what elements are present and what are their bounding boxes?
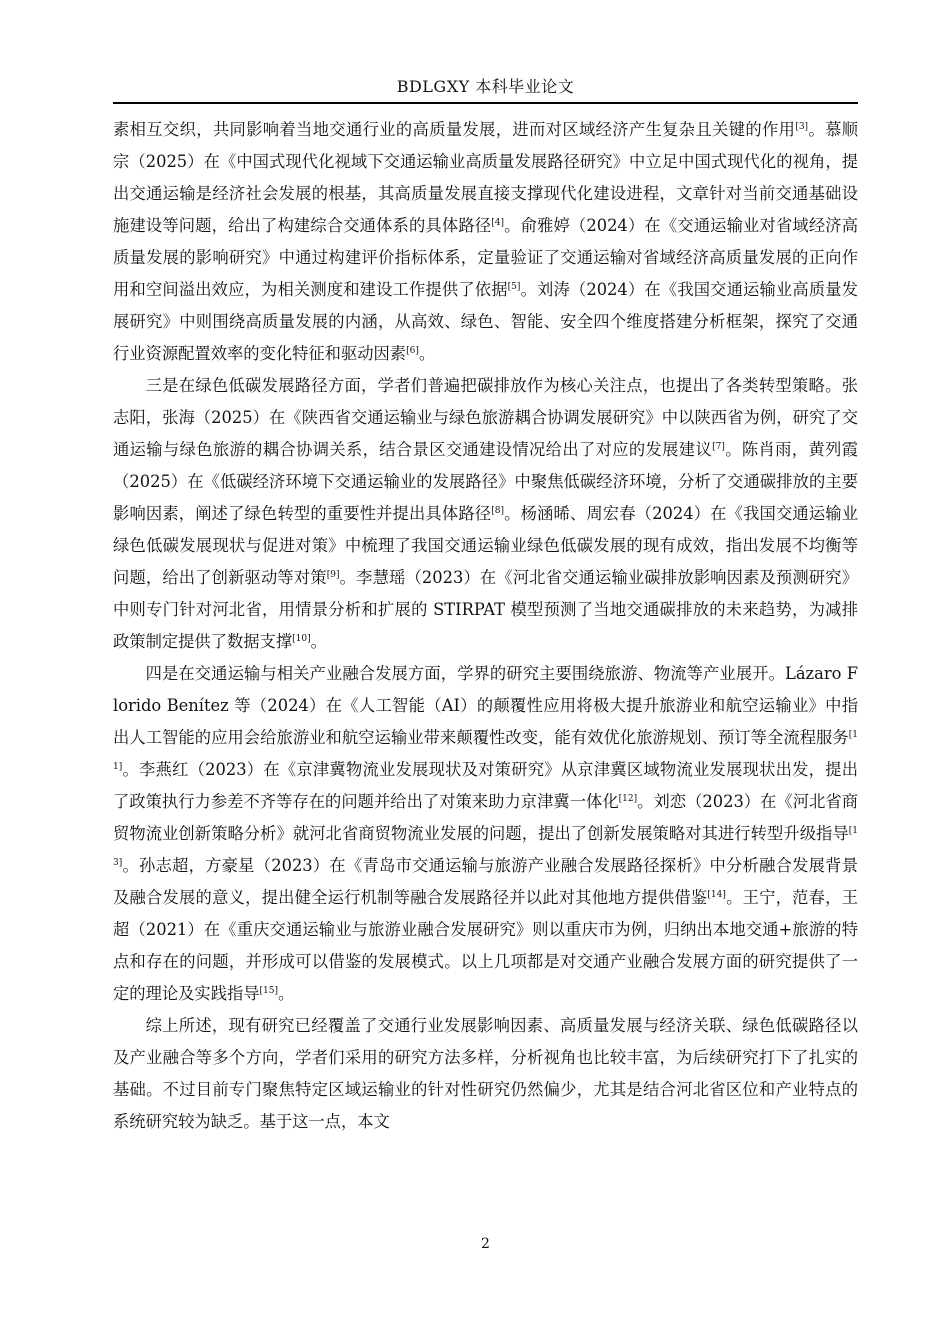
citation-marker: [13] [113, 826, 858, 868]
body-text [113, 114, 858, 1138]
citation-marker: [9] [326, 570, 340, 580]
text-segment: 。孙志超，方豪星（2023）在《青岛市交通运输与旅游产业融合发展路径探析》中分析融合发展背景及融合发展的意义，提出健全运行机制等融合发展路径并以此对其他地方提供借鉴 [113, 856, 858, 907]
text-segment: 。刘恋（2023）在《河北省商贸物流业创新策略分析》就河北省商贸物流业发展的问题，提出了创新发展策略对其进行转型升级指导 [113, 792, 858, 843]
text-segment: 。王宁，范春，王超（2021）在《重庆交通运输业与旅游业融合发展研究》则以重庆市为例，归纳出本地交通+旅游的特点和存在的问题，并形成可以借鉴的发展模式。以上几项都是对交通产业融合发展方面的研究提供了一定的理论及实践指导 [113, 888, 858, 1003]
citation-marker: [7] [712, 442, 725, 452]
paragraph [113, 1010, 858, 1138]
citation-marker: [11] [113, 730, 858, 772]
citation-marker: [5] [507, 282, 521, 292]
citation-marker: [15] [259, 986, 279, 996]
text-segment: 。杨涵晞、周宏春（2024）在《我国交通运输业绿色低碳发展现状与促进对策》中梳理了我国交通运输业绿色低碳发展的现有成效，指出发展不均衡等问题，给出了创新驱动等对策 [113, 504, 858, 587]
citation-marker: [3] [795, 122, 809, 132]
text-segment: 三是在绿色低碳发展路径方面，学者们普遍把碳排放作为核心关注点，也提出了各类转型策略。张志阳，张海（2025）在《陕西省交通运输业与绿色旅游耦合协调发展研究》中以陕西省为例，研究了交通运输与绿色旅游的耦合协调关系，结合景区交通建设情况给出了对应的发展建议 [113, 376, 858, 459]
text-segment: 。俞雅婷（2024）在《交通运输业对省域经济高质量发展的影响研究》中通过构建评价指标体系，定量验证了交通运输对省域经济高质量发展的正向作用和空间溢出效应，为相关测度和建设工作提供了依据 [113, 216, 858, 299]
text-segment: 。李慧瑶（2023）在《河北省交通运输业碳排放影响因素及预测研究》中则专门针对河北省，用情景分析和扩展的 STIRPAT 模型预测了当地交通碳排放的未来趋势，为减排政策制定提供了数据支撑 [113, 568, 858, 651]
text-segment: 。 [310, 632, 327, 651]
paragraph [113, 114, 858, 370]
citation-marker: [6] [406, 346, 419, 356]
text-segment: 素相互交织，共同影响着当地交通行业的高质量发展，进而对区域经济产生复杂且关键的作用 [113, 120, 796, 139]
paragraph [113, 658, 858, 1010]
text-segment: 。 [418, 344, 436, 363]
text-segment: 。刘涛（2024）在《我国交通运输业高质量发展研究》中则围绕高质量发展的内涵，从高效、绿色、智能、安全四个维度搭建分析框架，探究了交通行业资源配置效率的变化特征和驱动因素 [113, 280, 858, 363]
page-number: 2 [481, 1236, 490, 1252]
text-segment: 。慕顺宗（2025）在《中国式现代化视域下交通运输业高质量发展路径研究》中立足中国式现代化的视角，提出交通运输是经济社会发展的根基，其高质量发展直接支撑现代化建设进程，文章针对当前交通基础设施建设等问题，给出了构建综合交通体系的具体路径 [113, 120, 858, 235]
citation-marker: [8] [491, 506, 504, 516]
citation-marker: [12] [618, 794, 638, 804]
running-header [113, 72, 858, 104]
paragraph [113, 370, 858, 658]
text-segment: 。 [278, 984, 295, 1003]
header-title: BDLGXY 本科毕业论文 [396, 77, 575, 96]
citation-marker: [14] [707, 890, 726, 900]
text-segment: 四是在交通运输与相关产业融合发展方面，学界的研究主要围绕旅游、物流等产业展开。Lázaro Florido Benítez 等（2024）在《人工智能（AI）的颠覆性应用将极大提升旅游业和航空运输业》中指出人工智能的应用会给旅游业和航空运输业带来颠覆性改变，能有效优化旅游规划、预订等全流程服务 [113, 664, 858, 747]
text-segment: 。李燕红（2023）在《京津冀物流业发展现状及对策研究》从京津冀区域物流业发展现状出发，提出了政策执行力参差不齐等存在的问题并给出了对策来助力京津冀一体化 [113, 760, 858, 811]
citation-marker: [10] [292, 634, 311, 644]
text-segment: 综上所述，现有研究已经覆盖了交通行业发展影响因素、高质量发展与经济关联、绿色低碳路径以及产业融合等多个方向，学者们采用的研究方法多样，分析视角也比较丰富，为后续研究打下了扎实的基础。不过目前专门聚焦特定区域运输业的针对性研究仍然偏少，尤其是结合河北省区位和产业特点的系统研究较为缺乏。基于这一点，本文 [113, 1016, 858, 1131]
citation-marker: [4] [491, 218, 504, 228]
text-segment: 。陈肖雨，黄列霞（2025）在《低碳经济环境下交通运输业的发展路径》中聚焦低碳经济环境，分析了交通碳排放的主要影响因素，阐述了绿色转型的重要性并提出具体路径 [113, 440, 858, 523]
